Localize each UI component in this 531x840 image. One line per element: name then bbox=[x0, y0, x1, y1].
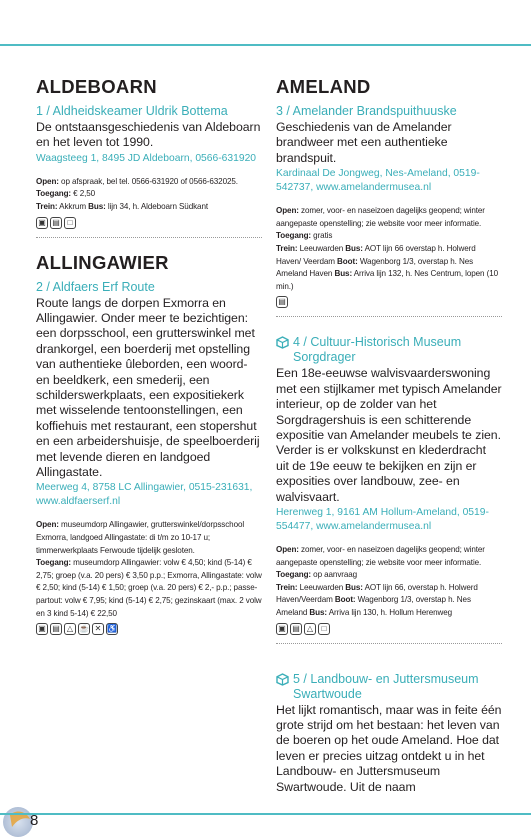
restaurant-icon: ✕ bbox=[92, 623, 104, 635]
trein-text: Leeuwarden bbox=[297, 244, 346, 253]
trein-label: Trein: bbox=[276, 582, 298, 592]
entry-title-2: 2 / Aldfaers Erf Route bbox=[36, 279, 155, 294]
divider bbox=[276, 316, 502, 317]
boat-icon: △ bbox=[304, 623, 316, 635]
toegang-text: op aanvraag bbox=[311, 570, 358, 580]
entry-title-1: 1 / Aldheidskeamer Uldrik Bottema bbox=[36, 104, 228, 118]
facility-icons-1 bbox=[36, 217, 262, 229]
train-icon: ▣ bbox=[36, 217, 48, 229]
entry-address-4[interactable]: Herenweg 1, 9161 AM Hollum-Ameland, 0519-554477, www.amelandermusea.nl bbox=[276, 507, 489, 533]
boat-icon: △ bbox=[64, 623, 76, 635]
trein-text: Leeuwarden bbox=[297, 582, 346, 592]
facility-icons-3 bbox=[276, 296, 502, 308]
train-icon: ▣ bbox=[276, 623, 288, 635]
entry-desc-3: Geschiedenis van de Amelander brandweer met een authentieke brandspuit. bbox=[276, 120, 452, 165]
footer-rule bbox=[0, 813, 531, 815]
bus-text: lijn 34, h. Aldeboarn Südkant bbox=[105, 202, 209, 211]
cube-icon bbox=[276, 336, 289, 349]
entry-info-4 bbox=[276, 544, 502, 620]
trein-label: Trein: bbox=[36, 202, 58, 211]
toegang-label: Toegang: bbox=[276, 231, 312, 241]
toegang-text: museumdorp Allingawier: volw € 4,50; kind (5-14) € 2,75; groep (v.a. 20 pers) € 3,50 p.p.; Exmorra, Allingastate: volw € 2,50; kind (5-14) € 1,50; groep (v.a. 20 pers) € 2,- p.p.; passe-partout: volw € 7,95; kind (5-14) € 2,75; gezinskaart (max. 2 volw en 3 kind 5-14) € 22,50 bbox=[36, 558, 262, 618]
trein-label: Trein: bbox=[276, 244, 298, 253]
toegang-label: Toegang: bbox=[36, 189, 72, 199]
region-heading-allingawier: ALLINGAWIER bbox=[36, 251, 169, 273]
entry-address-3[interactable]: Kardinaal De Jongweg, Nes-Ameland, 0519-542737, www.amelandermusea.nl bbox=[276, 168, 480, 194]
toegang-label: Toegang: bbox=[36, 558, 72, 568]
wheelchair-icon: ♿ bbox=[107, 624, 117, 634]
entry-desc-5: Het lijkt romantisch, maar was in feite één grote strijd om het bestaan: het leven van de boeren op het oude Ameland. Hoe dat leven er precies uitzag ontdekt u in het Landbouw- en Juttersmuseum Swartwoude. Uit de naam bbox=[276, 702, 502, 794]
bookmark-icon: □ bbox=[318, 623, 330, 635]
bus-text: Arriva lijn 132, h. Nes Centrum, lopen (10 min.) bbox=[276, 269, 499, 291]
bus-icon: ▤ bbox=[50, 217, 62, 229]
entry-desc-4: Een 18e-eeuwse walvisvaarderswoning met een stijlkamer met typisch Amelander interieur, op de zolder van het Sorgdragershuis is een schitterende expositie van Amelander meubels te zien. Verder is er volkskunst en klederdracht uit de 19e eeuw te bekijken en zijn er exposities over landbouw, zee- en walvisvaart. bbox=[276, 366, 502, 504]
facility-icons-4 bbox=[276, 623, 502, 635]
entry-title-5: 5 / Landbouw- en Juttersmuseum Swartwoude bbox=[293, 671, 479, 701]
open-text: zomer, voor- en naseizoen dagelijks geopend; winter aangepaste openstelling; zie website voor meer informatie. bbox=[276, 206, 485, 228]
bus-label: Bus: bbox=[345, 582, 363, 592]
open-text: zomer, voor- en naseizoen dagelijks geopend; winter aangepaste openstelling; zie website voor meer informatie. bbox=[276, 545, 485, 567]
bus-label: Bus: bbox=[334, 269, 353, 279]
bus-text: Arriva lijn 130, h. Hollum Herenweg bbox=[327, 608, 453, 617]
entry-desc-2: Route langs de dorpen Exmorra en Allingawier. Onder meer te bezichtigen: een dorpsschool, een grutterswinkel met drankorgel, een boerderij met opstelling van authentieke ûleborden, een woord- en beeldkerk, een smederij, een schilderswerkplaats, een expositiekerk met wisselende tentoonstellingen, een koffiehuis met restaurant, een stopershut en een arbeidershuisje, de speelboerderij met levende dieren en landgoed Allingastate. bbox=[36, 295, 260, 480]
boot-label: Boot: bbox=[337, 256, 358, 266]
bus-icon: ▤ bbox=[50, 623, 62, 635]
bus-label: Bus: bbox=[345, 244, 363, 253]
entry-header-4 bbox=[276, 335, 502, 365]
open-label: Open: bbox=[36, 520, 59, 530]
bus-icon: ▤ bbox=[290, 623, 302, 635]
bus-icon: ▤ bbox=[276, 296, 288, 308]
right-column bbox=[276, 64, 502, 795]
divider bbox=[276, 643, 502, 644]
cafe-icon: ☕ bbox=[79, 624, 89, 634]
facility-icons-2 bbox=[36, 623, 262, 635]
open-label: Open: bbox=[276, 206, 299, 216]
open-text: op afspraak, bel tel. 0566-631920 of 0566-632025. bbox=[58, 176, 238, 186]
boot-label: Boot: bbox=[334, 595, 356, 605]
bus-label: Bus: bbox=[309, 608, 327, 617]
cube-icon bbox=[276, 673, 289, 686]
region-heading-ameland: AMELAND bbox=[276, 76, 371, 97]
trein-text: Akkrum bbox=[57, 202, 89, 211]
entry-desc-1: De ontstaansgeschiedenis van Aldeboarn en het leven tot 1990. bbox=[36, 120, 261, 150]
bus-text: AOT lijn 66 overstap h. Holwerd Haven/ Veerdam bbox=[276, 244, 476, 266]
open-label: Open: bbox=[276, 545, 299, 555]
bookmark-icon: □ bbox=[64, 217, 76, 229]
entry-info-2 bbox=[36, 519, 262, 620]
open-text: museumdorp Allingawier, grutterswinkel/dorpsschool Exmorra, landgoed Allingastate: di t/m zo 10-17 u; timmerwerkplaats Ferwoude tijdelijk gesloten. bbox=[36, 520, 245, 555]
open-label: Open: bbox=[36, 176, 59, 186]
toegang-text: € 2,50 bbox=[71, 189, 96, 199]
top-rule bbox=[0, 44, 531, 46]
entry-title-3: 3 / Amelander Brandspuithuuske bbox=[276, 104, 457, 118]
region-heading-aldeboarn: ALDEBOARN bbox=[36, 76, 157, 97]
entry-title-4: 4 / Cultuur-Historisch Museum Sorgdrager bbox=[293, 335, 462, 365]
left-column bbox=[36, 64, 262, 635]
bus-text: AOT lijn 66, overstap h. Holwerd Haven/Veerdam bbox=[276, 582, 478, 605]
entry-info-3 bbox=[276, 205, 502, 293]
boot-text: Wagenborg 1/3, overstap h. Nes Ameland Haven bbox=[276, 256, 474, 279]
boot-text: Wagenborg 1/3, overstap h. Nes Ameland bbox=[276, 595, 471, 617]
page-number: 8 bbox=[30, 812, 39, 829]
entry-address-2[interactable]: Meerweg 4, 8758 LC Allingawier, 0515-231631, www.aldfaerserf.nl bbox=[36, 482, 253, 508]
bus-label: Bus: bbox=[88, 202, 106, 211]
entry-info-1 bbox=[36, 176, 262, 214]
entry-address-1[interactable]: Waagsteeg 1, 8495 JD Aldeboarn, 0566-631920 bbox=[36, 152, 257, 164]
toegang-label: Toegang: bbox=[276, 570, 312, 580]
train-icon: ▣ bbox=[36, 623, 48, 635]
toegang-text: gratis bbox=[311, 231, 333, 241]
entry-header-5 bbox=[276, 672, 502, 702]
